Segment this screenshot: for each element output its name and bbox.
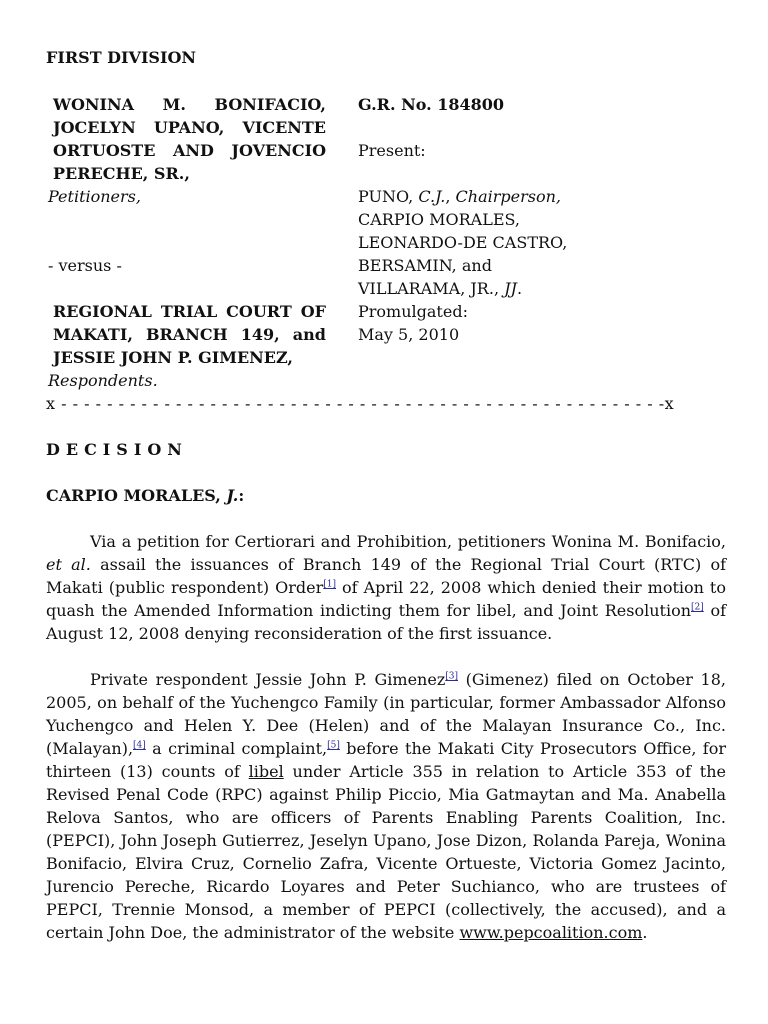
footnote-link-4[interactable]: [4]: [133, 740, 146, 751]
promulgated-label: Promulgated:: [358, 302, 468, 321]
footnote-link-5[interactable]: [5]: [327, 740, 340, 751]
paragraph-2: Private respondent Jessie John P. Gimenez[3] (Gimenez) filed on October 18, 2005, on behalf of the Yuchengco Family (in particular, former Ambassador Alfonso Yuchengco and Helen Y. Dee (Helen) and of the Malayan Insurance Co., Inc. (Malayan),[4] a criminal complaint,[5] before the Makati City Prosecutors Office, for thirteen (13) counts of libel under Article 355 in relation to Article 353 of the Revised Penal Code (RPC) against Philip Piccio, Mia Gatmaytan and Ma. Anabella Relova Santos, who are officers of Parents Enabling Parents Coalition, Inc. (PEPCI), John Joseph Gutierrez, Jeselyn Upano, Jose Dizon, Rolanda Pareja, Wonina Bonifacio, Elvira Cruz, Cornelio Zafra, Vicente Ortueste, Victoria Gomez Jacinto, Jurencio Pereche, Ricardo Loyares and Peter Suchianco, who are trustees of PEPCI, Trennie Monsod, a member of PEPCI (collectively, the accused), and a certain John Doe, the administrator of the website www.pepcoalition.com.: [46, 670, 727, 942]
justice-line-1: PUNO, C.J., Chairperson,: [358, 187, 561, 206]
ponente-line: CARPIO MORALES, J.:: [46, 486, 245, 505]
case-caption: [46, 93, 726, 392]
division-heading: FIRST DIVISION: [46, 48, 197, 67]
respondents-names: REGIONAL TRIAL COURT OF MAKATI, BRANCH 149, and JESSIE JOHN P. GIMENEZ,: [53, 302, 326, 367]
justice-line-2: CARPIO MORALES,: [358, 210, 521, 229]
libel-link[interactable]: libel: [248, 762, 284, 781]
promulgated-date: May 5, 2010: [358, 325, 460, 344]
justice-line-3: LEONARDO-DE CASTRO,: [358, 233, 568, 252]
footnote-link-1[interactable]: [1]: [323, 579, 337, 590]
caption-case-info: [358, 93, 718, 392]
footnote-link-3[interactable]: [3]: [445, 671, 458, 682]
website-link[interactable]: www.pepcoalition.com: [459, 923, 643, 942]
justice-line-4: BERSAMIN, and: [358, 256, 492, 275]
respondents-role: Respondents.: [48, 371, 158, 390]
gr-number: G.R. No. 184800: [358, 95, 505, 114]
versus-label: - versus -: [48, 256, 122, 275]
petitioners-role: Petitioners,: [48, 187, 141, 206]
separator-rule: x - - - - - - - - - - - - - - - - - - - - - - - - - - - - - - - - - - - - - - - - - - - - - - - - - - - - -x: [46, 394, 675, 413]
document-page: [46, 46, 726, 944]
present-label: Present:: [358, 141, 426, 160]
petitioners-names: WONINA M. BONIFACIO, JOCELYN UPANO, VICENTE ORTUOSTE AND JOVENCIO PERECHE, SR.,: [53, 95, 326, 183]
caption-parties: [46, 93, 326, 392]
paragraph-1: Via a petition for Certiorari and Prohibition, petitioners Wonina M. Bonifacio, et al. assail the issuances of Branch 149 of the Regional Trial Court (RTC) of Makati (public respondent) Order[1] of April 22, 2008 which denied their motion to quash the Amended Information indicting them for libel, and Joint Resolution[2] of August 12, 2008 denying reconsideration of the first issuance.: [46, 532, 727, 643]
decision-title: DECISION: [46, 440, 188, 459]
justice-line-5: VILLARAMA, JR., JJ.: [358, 279, 523, 298]
footnote-link-2[interactable]: [2]: [691, 602, 704, 613]
